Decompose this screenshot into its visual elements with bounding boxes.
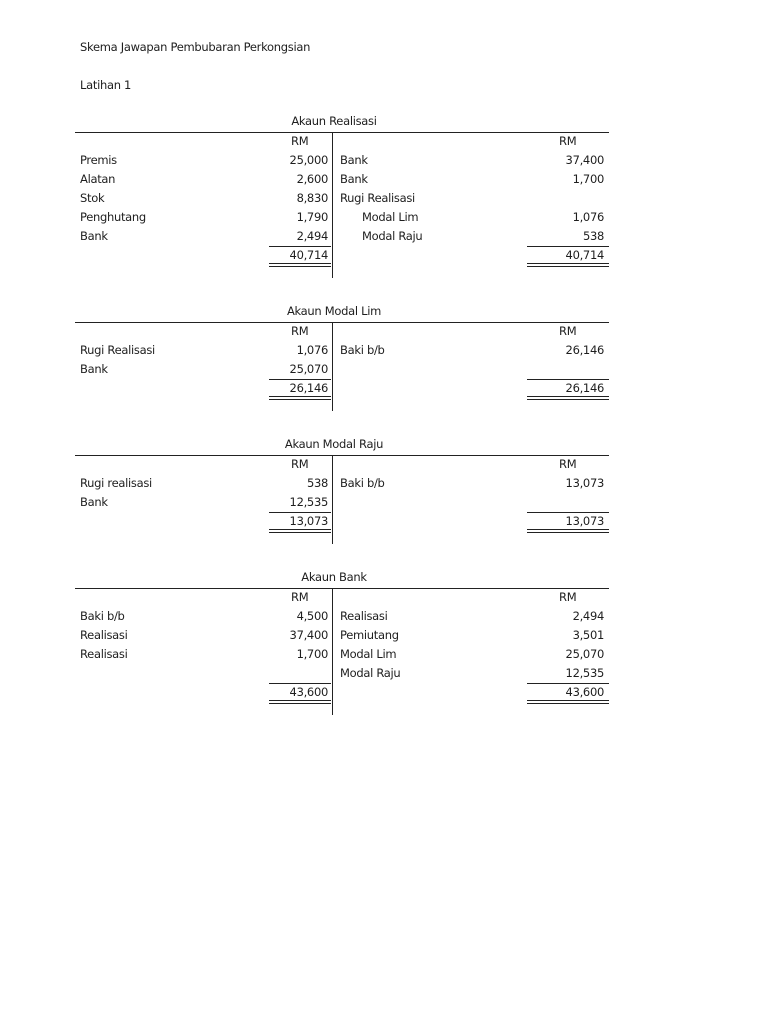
credit-entry-amount: 1,700 bbox=[572, 172, 604, 186]
account-top-rule bbox=[75, 455, 609, 456]
credit-entry bbox=[0, 172, 768, 191]
debit-entry-label: Stok bbox=[80, 191, 105, 205]
debit-entry-amount: 4,500 bbox=[296, 609, 328, 623]
credit-entry-label: Bank bbox=[340, 172, 368, 186]
credit-total: 40,714 bbox=[565, 248, 604, 262]
credit-total-double-rule bbox=[527, 700, 609, 704]
credit-total: 43,600 bbox=[565, 685, 604, 699]
debit-subtotal-rule bbox=[269, 512, 331, 513]
debit-entry-label: Rugi Realisasi bbox=[80, 343, 155, 357]
credit-entry-amount: 2,494 bbox=[572, 609, 604, 623]
debit-total-double-rule bbox=[269, 396, 331, 400]
credit-entry-amount: 26,146 bbox=[565, 343, 604, 357]
debit-entry-label: Penghutang bbox=[80, 210, 146, 224]
credit-subtotal-rule bbox=[527, 379, 609, 380]
debit-total: 43,600 bbox=[289, 685, 328, 699]
debit-entry-amount: 37,400 bbox=[289, 628, 328, 642]
debit-entry-label: Premis bbox=[80, 153, 117, 167]
credit-entry-amount: 37,400 bbox=[565, 153, 604, 167]
credit-total-double-rule bbox=[527, 263, 609, 267]
credit-subtotal-rule bbox=[527, 512, 609, 513]
debit-entry-label: Realisasi bbox=[80, 628, 128, 642]
credit-entry-label: Pemiutang bbox=[340, 628, 399, 642]
debit-entry-amount: 25,070 bbox=[289, 362, 328, 376]
credit-entry bbox=[0, 476, 768, 495]
credit-total-double-rule bbox=[527, 529, 609, 533]
credit-entry bbox=[0, 153, 768, 172]
debit-entry-amount: 25,000 bbox=[289, 153, 328, 167]
debit-entry-label: Bank bbox=[80, 495, 108, 509]
debit-currency-header: RM bbox=[291, 324, 309, 338]
credit-entry-amount: 538 bbox=[582, 229, 604, 243]
credit-total-double-rule bbox=[527, 396, 609, 400]
account-title: Akaun Realisasi bbox=[291, 114, 377, 128]
document-title: Skema Jawapan Pembubaran Perkongsian bbox=[80, 40, 311, 54]
account-title: Akaun Modal Lim bbox=[286, 304, 382, 318]
credit-entry-amount: 1,076 bbox=[572, 210, 604, 224]
debit-entry-amount: 1,076 bbox=[296, 343, 328, 357]
debit-subtotal-rule bbox=[269, 379, 331, 380]
debit-total-double-rule bbox=[269, 700, 331, 704]
debit-entry-amount: 1,790 bbox=[296, 210, 328, 224]
debit-entry-amount: 2,600 bbox=[296, 172, 328, 186]
credit-entry-amount: 3,501 bbox=[572, 628, 604, 642]
debit-entry-amount: 1,700 bbox=[296, 647, 328, 661]
debit-currency-header: RM bbox=[291, 134, 309, 148]
account-top-rule bbox=[75, 132, 609, 133]
credit-entry bbox=[0, 229, 768, 248]
credit-entry-label: Bank bbox=[340, 153, 368, 167]
credit-entry-label: Modal Lim bbox=[340, 647, 397, 661]
debit-subtotal-rule bbox=[269, 683, 331, 684]
account-title: Akaun Bank bbox=[301, 570, 367, 584]
exercise-heading: Latihan 1 bbox=[80, 78, 132, 92]
credit-entry-label: Modal Raju bbox=[362, 229, 423, 243]
credit-currency-header: RM bbox=[559, 134, 577, 148]
credit-entry bbox=[0, 343, 768, 362]
debit-total: 26,146 bbox=[289, 381, 328, 395]
debit-entry-label: Realisasi bbox=[80, 647, 128, 661]
credit-entry-label: Baki b/b bbox=[340, 476, 385, 490]
debit-entry bbox=[0, 495, 768, 514]
credit-currency-header: RM bbox=[559, 324, 577, 338]
debit-entry-label: Baki b/b bbox=[80, 609, 125, 623]
debit-total: 40,714 bbox=[289, 248, 328, 262]
debit-entry-label: Bank bbox=[80, 362, 108, 376]
credit-subtotal-rule bbox=[527, 683, 609, 684]
debit-entry-amount: 538 bbox=[306, 476, 328, 490]
debit-total: 13,073 bbox=[289, 514, 328, 528]
debit-entry-label: Rugi realisasi bbox=[80, 476, 152, 490]
account-title: Akaun Modal Raju bbox=[284, 437, 384, 451]
credit-entry-amount: 13,073 bbox=[565, 476, 604, 490]
credit-entry bbox=[0, 628, 768, 647]
debit-currency-header: RM bbox=[291, 590, 309, 604]
credit-entry bbox=[0, 666, 768, 685]
account-top-rule bbox=[75, 588, 609, 589]
debit-entry-amount: 12,535 bbox=[289, 495, 328, 509]
credit-entry-label: Modal Lim bbox=[362, 210, 419, 224]
credit-entry-amount: 12,535 bbox=[565, 666, 604, 680]
debit-total-double-rule bbox=[269, 529, 331, 533]
credit-entry bbox=[0, 609, 768, 628]
debit-entry-amount: 2,494 bbox=[296, 229, 328, 243]
debit-subtotal-rule bbox=[269, 246, 331, 247]
credit-currency-header: RM bbox=[559, 457, 577, 471]
credit-entry bbox=[0, 191, 768, 210]
credit-entry bbox=[0, 647, 768, 666]
credit-entry-amount: 25,070 bbox=[565, 647, 604, 661]
credit-entry-label: Rugi Realisasi bbox=[340, 191, 415, 205]
credit-total: 13,073 bbox=[565, 514, 604, 528]
credit-entry-label: Realisasi bbox=[340, 609, 388, 623]
debit-entry-label: Alatan bbox=[80, 172, 116, 186]
debit-total-double-rule bbox=[269, 263, 331, 267]
credit-total: 26,146 bbox=[565, 381, 604, 395]
debit-entry bbox=[0, 362, 768, 381]
credit-entry-label: Baki b/b bbox=[340, 343, 385, 357]
credit-subtotal-rule bbox=[527, 246, 609, 247]
credit-entry bbox=[0, 210, 768, 229]
debit-entry-amount: 8,830 bbox=[296, 191, 328, 205]
debit-currency-header: RM bbox=[291, 457, 309, 471]
debit-entry-label: Bank bbox=[80, 229, 108, 243]
credit-currency-header: RM bbox=[559, 590, 577, 604]
credit-entry-label: Modal Raju bbox=[340, 666, 401, 680]
account-top-rule bbox=[75, 322, 609, 323]
